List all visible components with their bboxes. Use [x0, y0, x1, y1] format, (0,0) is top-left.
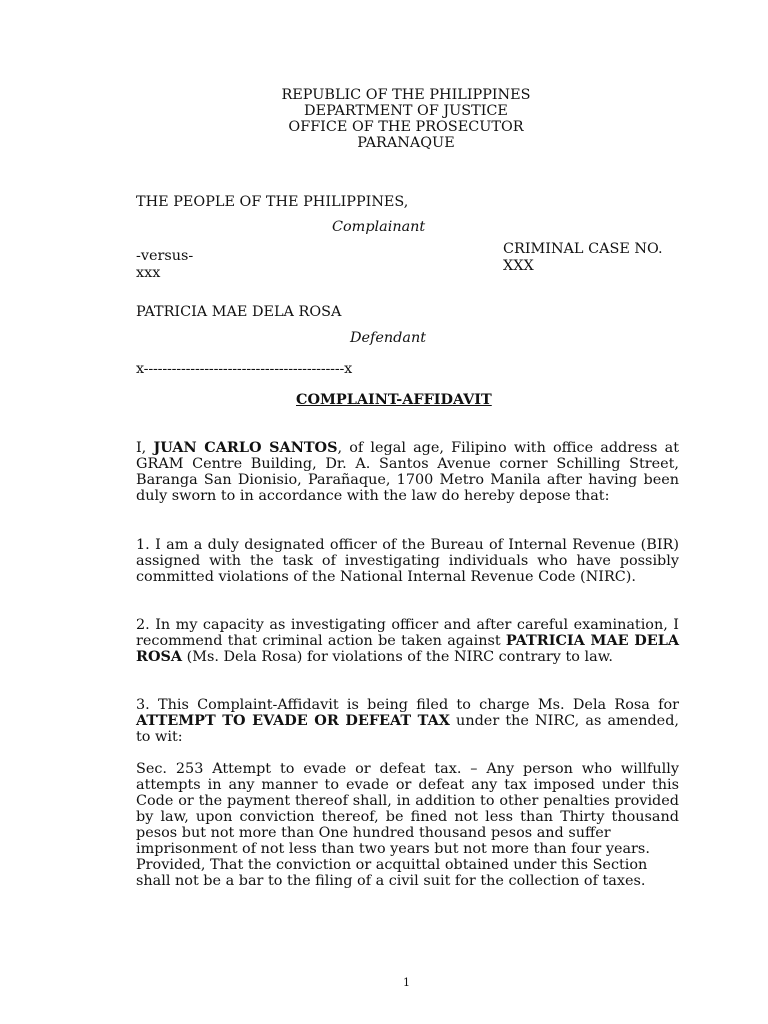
intro-text: , of legal age, Filipino with office address at GRAM Centre Building, Dr. A. Santos Avenue corner Schilling Street, Baranga San Dionisio, Parañaque, 1700 Metro Manila after having been duly sworn to in accordance with the law do hereby depose that: — [136, 440, 679, 504]
complainant-name: THE PEOPLE OF THE PHILIPPINES, — [136, 194, 409, 210]
paragraph-1: 1. I am a duly designated officer of the Bureau of Internal Revenue (BIR) assigned with the task of investigating individuals who have possibly committed violations of the National Internal Revenue Code (NIRC). — [136, 537, 679, 585]
intro-paragraph — [136, 440, 679, 504]
defendant-role: Defendant — [350, 330, 427, 346]
paragraph-3-text-a: 3. This Complaint-Affidavit is being filed to charge Ms. Dela Rosa for — [136, 697, 679, 713]
header-city: PARANAQUE — [357, 135, 455, 151]
versus-label: -versus- — [136, 248, 194, 264]
xxx-left: xxx — [136, 265, 161, 281]
header-republic: REPUBLIC OF THE PHILIPPINES — [281, 87, 531, 103]
paragraph-2-text-a: 2. In my capacity as investigating officer and after careful examination, I recommend that criminal action be taken against — [136, 617, 679, 649]
caption-separator: x-------------------------------------------x — [136, 361, 353, 377]
section-253-quote — [136, 761, 679, 889]
header-office: OFFICE OF THE PROSECUTOR — [288, 119, 524, 135]
intro-prefix: I, — [136, 440, 154, 456]
defendant-name-bold: PATRICIA MAE DELA ROSA — [136, 632, 680, 665]
section-253-part-2: imprisonment of not less than two years but not more than four years. Provided, That the conviction or acquittal obtained under this Section shall not be a bar to the filing of a civil suit for the collection of taxes. — [136, 841, 650, 889]
defendant-name: PATRICIA MAE DELA ROSA — [136, 304, 342, 320]
paragraph-2 — [136, 617, 679, 665]
offense-name: ATTEMPT TO EVADE OR DEFEAT TAX — [136, 712, 450, 729]
paragraph-2-text-b: (Ms. Dela Rosa) for violations of the NIRC contrary to law. — [182, 649, 613, 665]
paragraph-3 — [136, 697, 679, 745]
case-label: CRIMINAL CASE NO. — [503, 241, 663, 257]
case-number: XXX — [503, 258, 534, 274]
affiant-name: JUAN CARLO SANTOS — [153, 439, 338, 456]
paragraph-3-text-b: under the NIRC, as amended, to wit: — [136, 713, 679, 745]
header-department: DEPARTMENT OF JUSTICE — [304, 103, 508, 119]
section-253-part-1: Sec. 253 Attempt to evade or defeat tax. – Any person who willfully attempts in any manner to evade or defeat any tax imposed under this Code or the payment thereof shall, in addition to other penalties provided by law, upon conviction thereof, be fined not less than Thirty thousand pesos but not more than One hundred thousand pesos and suffer — [136, 761, 679, 841]
court-header — [0, 87, 768, 151]
page-number: 1 — [403, 976, 410, 989]
complainant-role: Complainant — [332, 219, 426, 235]
document-title: COMPLAINT-AFFIDAVIT — [296, 391, 492, 408]
